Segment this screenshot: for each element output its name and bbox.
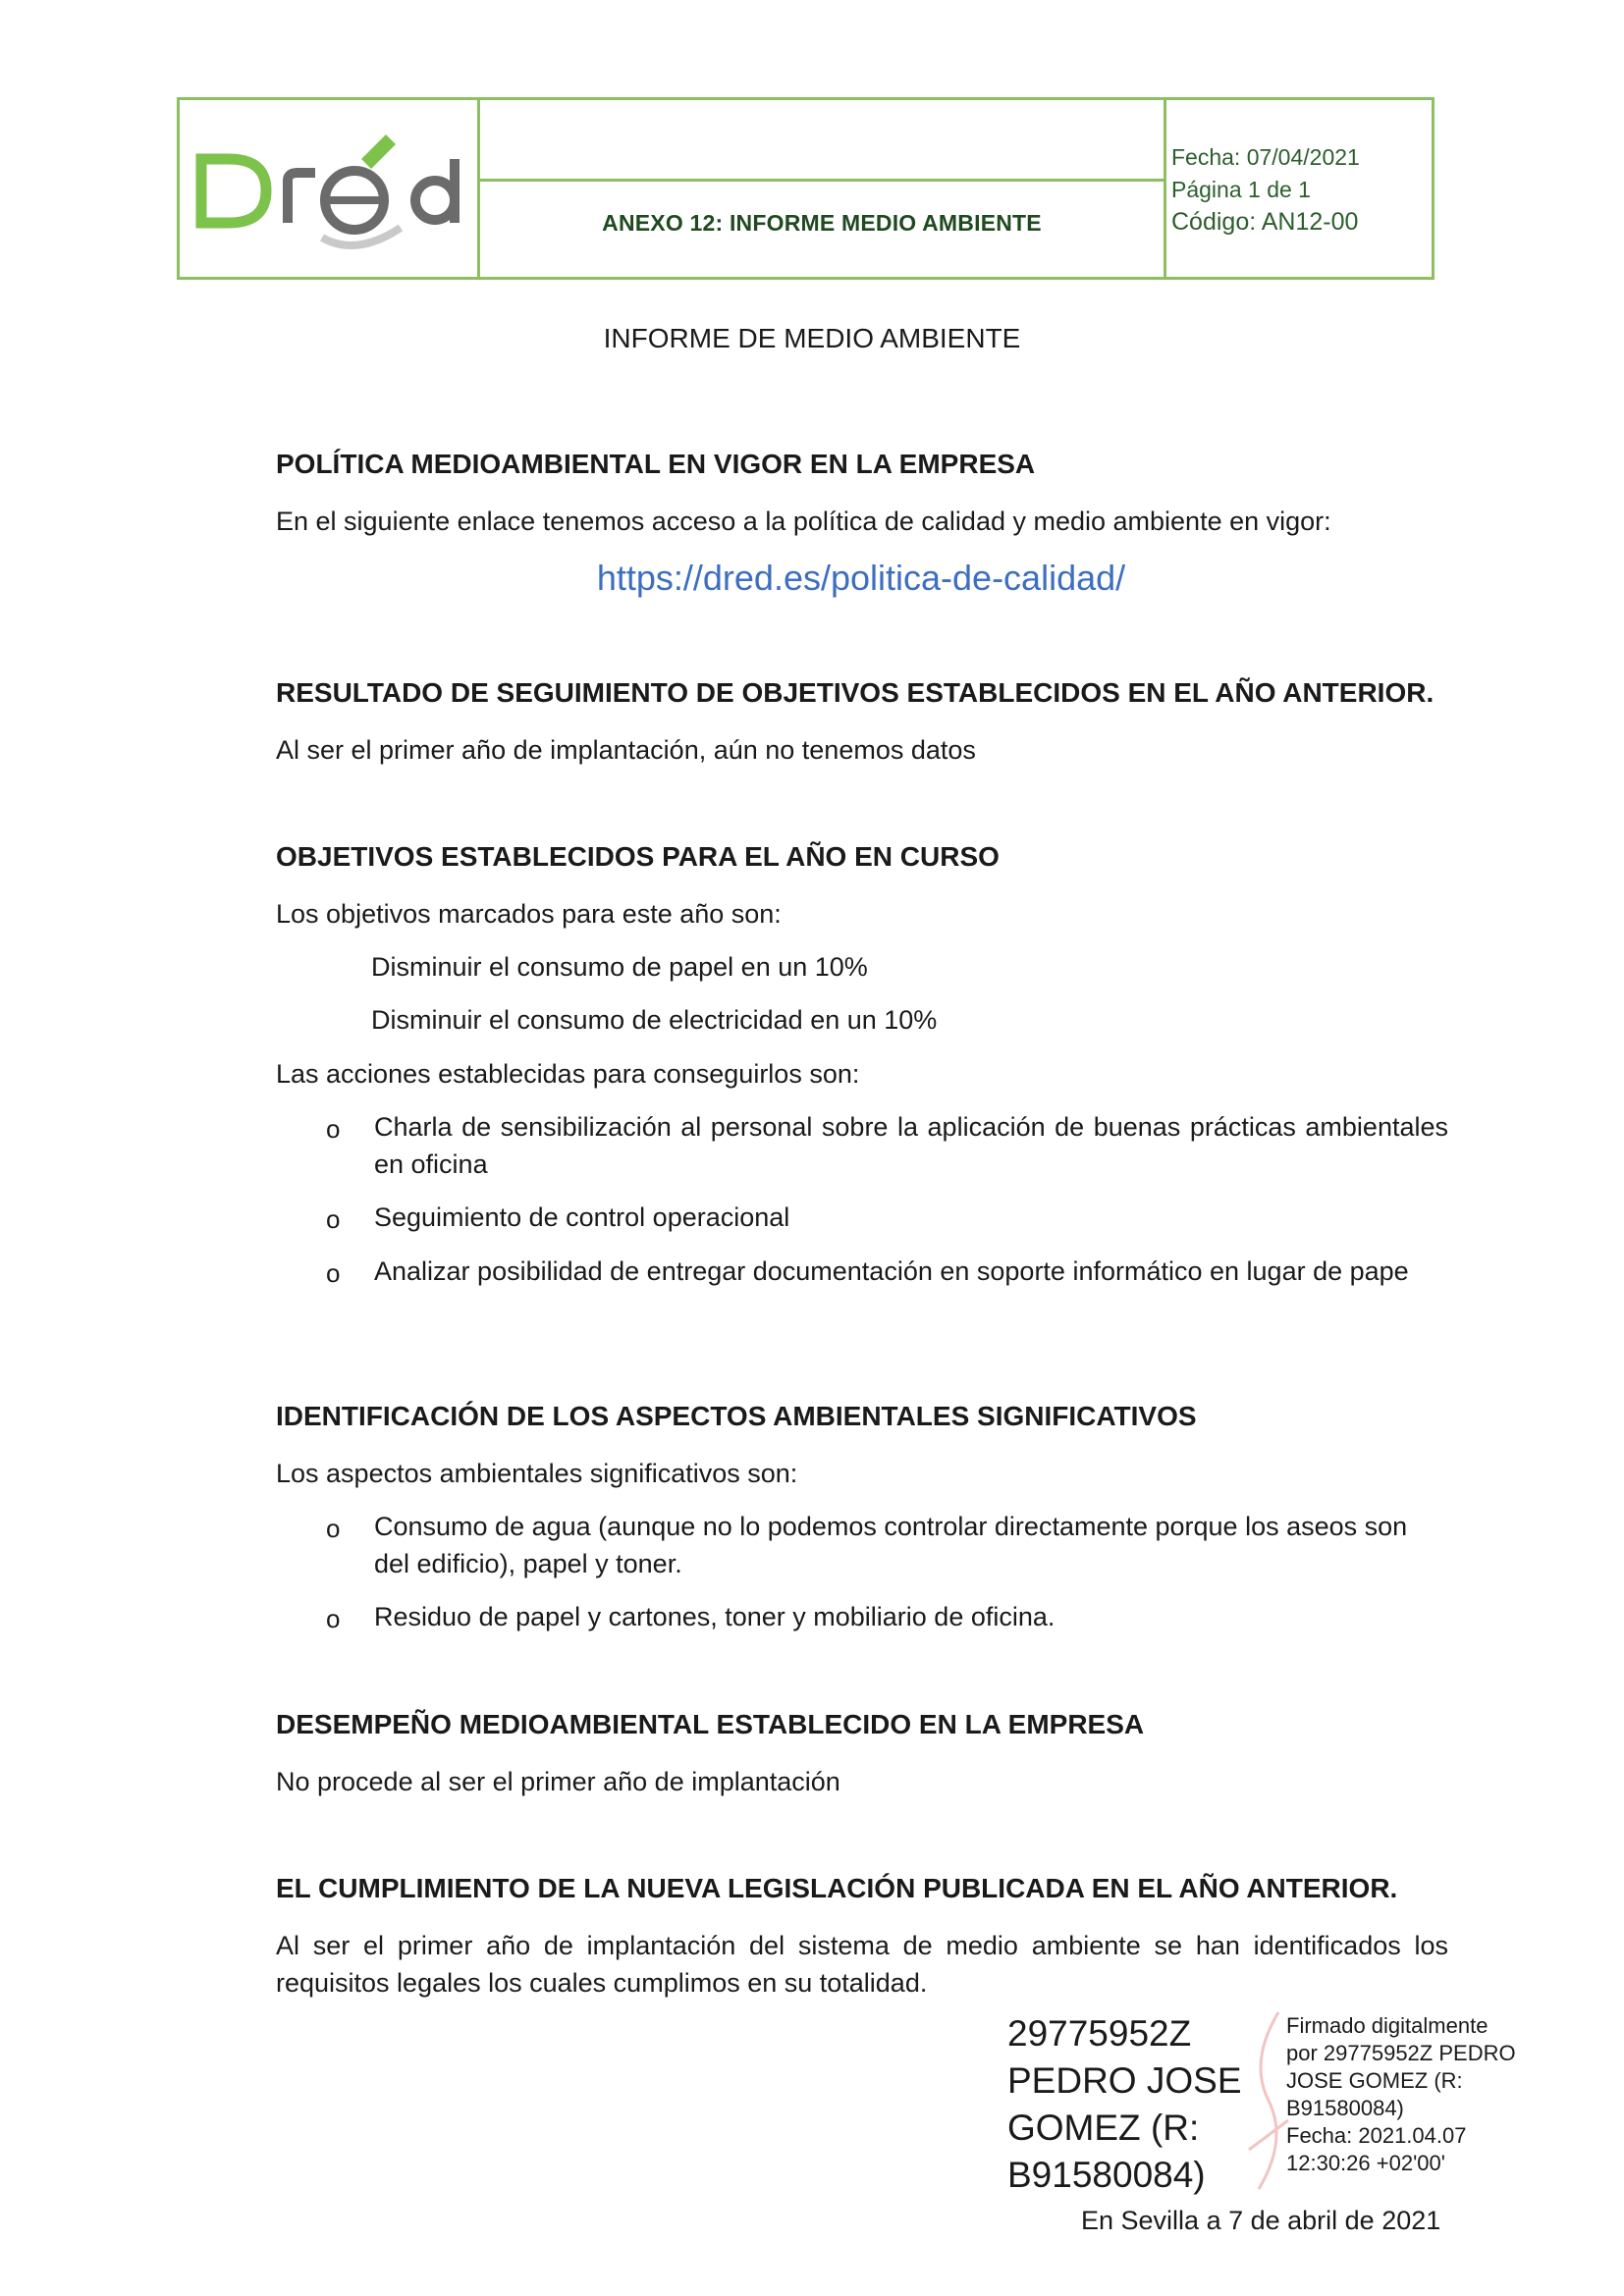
- annex-title: ANEXO 12: INFORME MEDIO AMBIENTE: [602, 210, 1042, 236]
- place-date: En Sevilla a 7 de abril de 2021: [1081, 2206, 1441, 2235]
- objective-item: Disminuir el consumo de electricidad en un 10%: [371, 1005, 938, 1035]
- action-item: Analizar posibilidad de entregar documentación en soporte informático en lugar de pape: [374, 1256, 1409, 1286]
- section-heading: EL CUMPLIMIENTO DE LA NUEVA LEGISLACIÓN PUBLICADA EN EL AÑO ANTERIOR.: [276, 1873, 1398, 1903]
- bullet-marker: o: [326, 1204, 341, 1234]
- aspect-item: Consumo de agua (aunque no lo podemos controlar directamente porque los aseos son del edificio), papel y toner.: [374, 1512, 1408, 1578]
- section-heading: POLÍTICA MEDIOAMBIENTAL EN VIGOR EN LA EMPRESA: [276, 449, 1036, 479]
- page-label: Página 1 de 1: [1171, 177, 1311, 202]
- header-divider: [480, 179, 1164, 182]
- objective-item: Disminuir el consumo de papel en un 10%: [371, 952, 868, 982]
- signer-name: [1007, 2010, 1242, 2199]
- signer-line: PEDRO JOSE: [1007, 2060, 1242, 2101]
- signer-line: GOMEZ (R:: [1007, 2108, 1200, 2148]
- section-text: Al ser el primer año de implantación, aún no tenemos datos: [276, 735, 976, 765]
- signature-detail-line: por 29775952Z PEDRO: [1286, 2041, 1516, 2065]
- objectives-intro: Los objetivos marcados para este año son:: [276, 899, 782, 929]
- signature-details: [1286, 2012, 1516, 2177]
- section-heading: IDENTIFICACIÓN DE LOS ASPECTOS AMBIENTALES SIGNIFICATIVOS: [276, 1401, 1197, 1431]
- section-heading: DESEMPEÑO MEDIOAMBIENTAL ESTABLECIDO EN LA EMPRESA: [276, 1709, 1145, 1739]
- policy-link[interactable]: https://dred.es/politica-de-calidad/: [596, 558, 1126, 598]
- aspect-item: Residuo de papel y cartones, toner y mobiliario de oficina.: [374, 1602, 1056, 1631]
- signature-detail-line: 12:30:26 +02'00': [1286, 2151, 1445, 2175]
- section-heading: RESULTADO DE SEGUIMIENTO DE OBJETIVOS ESTABLECIDOS EN EL AÑO ANTERIOR.: [276, 677, 1435, 708]
- section-text: Al ser el primer año de implantación del sistema de medio ambiente se han identificados los requisitos legales los cuales cumplimos en su totalidad.: [276, 1931, 1448, 1998]
- date-label: Fecha: 07/04/2021: [1171, 144, 1360, 170]
- signature-detail-line: B91580084): [1286, 2096, 1404, 2120]
- signature-detail-line: JOSE GOMEZ (R:: [1286, 2068, 1463, 2093]
- section-heading: OBJETIVOS ESTABLECIDOS PARA EL AÑO EN CURSO: [276, 841, 1000, 872]
- bullet-marker: o: [326, 1114, 341, 1144]
- action-item: Seguimiento de control operacional: [374, 1202, 790, 1232]
- section-text: En el siguiente enlace tenemos acceso a la política de calidad y medio ambiente en vigor:: [276, 507, 1331, 536]
- actions-intro: Las acciones establecidas para conseguirlos son:: [276, 1059, 860, 1089]
- section-text: No procede al ser el primer año de implantación: [276, 1767, 840, 1796]
- bullet-marker: o: [326, 1258, 341, 1288]
- signer-line: B91580084): [1007, 2155, 1206, 2195]
- bullet-marker: o: [326, 1514, 341, 1543]
- action-item: Charla de sensibilización al personal sobre la aplicación de buenas prácticas ambientales en oficina: [374, 1112, 1448, 1179]
- signature-detail-line: Fecha: 2021.04.07: [1286, 2123, 1467, 2148]
- signature-detail-line: Firmado digitalmente: [1286, 2013, 1489, 2038]
- document-header: [177, 97, 1435, 280]
- code-label: Código: AN12-00: [1171, 208, 1359, 236]
- dred-logo: [189, 120, 469, 267]
- bullet-marker: o: [326, 1604, 341, 1633]
- signer-line: 29775952Z: [1007, 2013, 1192, 2054]
- document-title: INFORME DE MEDIO AMBIENTE: [603, 323, 1021, 353]
- logo-cell: [180, 100, 480, 277]
- aspects-intro: Los aspectos ambientales significativos son:: [276, 1459, 798, 1488]
